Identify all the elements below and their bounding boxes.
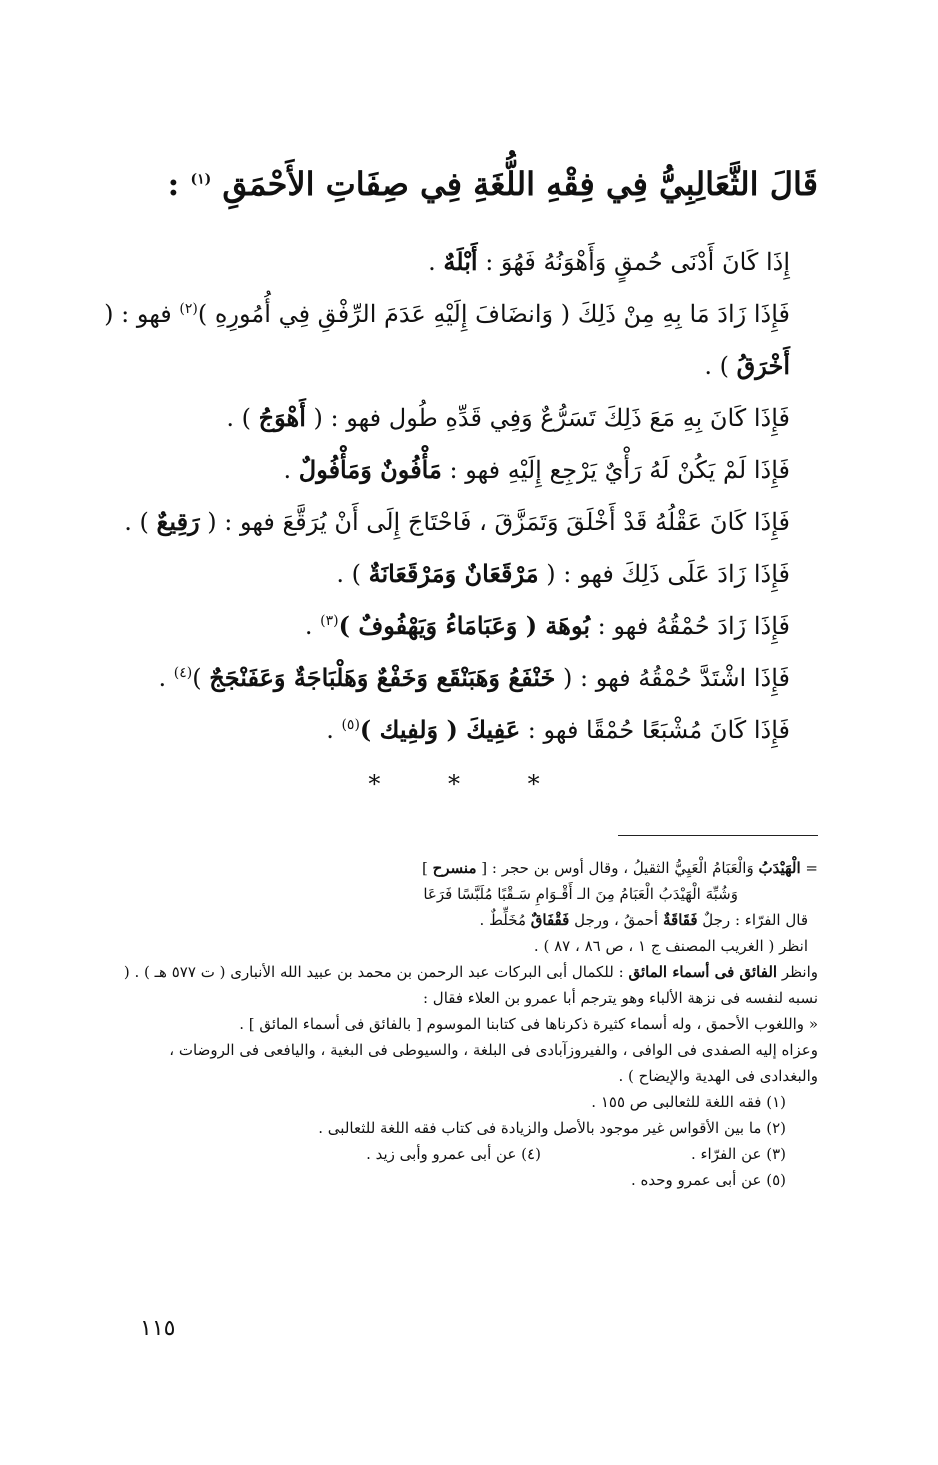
line-end: ) .: [336, 560, 369, 588]
line-text: فَإِذَا كَانَ عَقْلُهُ قَدْ أَخْلَقَ وَتَمَزَّقَ ، فَاحْتَاجَ إِلَى أَنْ يُرَقَّعَ فهو : (: [199, 508, 790, 536]
line-text: فَإِذَا لَمْ يَكُنْ لَهُ رَأْيٌ يَرْجِع إِلَيْهِ فهو :: [441, 456, 790, 484]
keyword: عَفِيكَ ( وَلفِيك ): [359, 715, 521, 744]
line-text: فَإِذَا زَادَ مَا بِهِ مِنْ ذَلِكَ ( وَانضَافَ إِلَيْهِ عَدَمَ الرِّفْقِ فِي أُمُورِهِ ): [197, 300, 790, 328]
line-end: .: [158, 664, 174, 692]
keyword: بُوهَة ( وَعَبَامَاءُ وَيَهْفُوفٌ ): [338, 611, 591, 640]
text-line-1: [100, 236, 820, 288]
footnotes-3-4: [118, 1141, 818, 1167]
text-line-8: [100, 652, 820, 704]
footnote-ref: (٣): [320, 613, 339, 629]
note-text: =: [800, 859, 818, 877]
line-end: .: [326, 716, 342, 744]
footnote-ref: (٤): [173, 665, 193, 681]
footnotes: [118, 855, 818, 1193]
note-reference: انظر ( الغريب المصنف ج ١ ، ص ٨٦ ، ٨٧ ) .: [533, 937, 808, 955]
line-end: ) .: [704, 352, 737, 380]
note-quote: « واللغوب الأحمق ، وله أسماء كثيرة ذكرناها فى كتابنا الموسوم [ بالفائق فى أسماء المائق ] .: [239, 1015, 818, 1033]
text-line-3: [100, 392, 820, 444]
line-text: إِذَا كَانَ أَدْنَى حُمقٍ وَأَهْوَنُهُ فَهُوَ :: [477, 248, 790, 276]
keyword: أَهْوَجُ: [258, 403, 306, 432]
note-keyword: الْهَيْدَبُ: [758, 859, 801, 877]
keyword: رَقِيعٌ: [156, 507, 200, 536]
section-separator: * * *: [368, 770, 570, 798]
footnote-1: (١) فقه اللغة للثعالبى ص ١٥٥ .: [591, 1093, 786, 1111]
heading-text: قَالَ الثَّعَالِبِيُّ فِي فِقْهِ اللُّغَةِ فِي صِفَاتِ الأَحْمَقِ: [222, 165, 818, 203]
note-text: : للكمال أبى البركات عبد الرحمن بن محمد بن عبيد الله الأنبارى ( ت ٥٧٧ هـ ) . ( نسبه لنفسه فى نزهة الألباء وهو يترجم أبا عمرو بن العلاء فقال :: [123, 963, 818, 1007]
line-end: .: [428, 248, 444, 276]
note-text: ]: [421, 859, 433, 877]
keyword: خَنْفَعُ وَهَبَنْقَع وَخَفْعٌ وَهَلْبَاجَةٌ وَعَفَنْجَجٌ: [209, 663, 556, 692]
note-verse: وَشُبِّهَ الْهَيْدَبُ الْعَبَامُ مِنَ الـ أَقْـوَامِ سَـقْبًا مُلَبَّسًا فَرَعَا: [423, 885, 738, 903]
keyword: أَخْرَقُ: [736, 351, 790, 380]
line-text: فَإِذَا كَانَ بِهِ مَعَ ذَلِكَ تَسَرُّعٌ وَفِي قَدِّهِ طُول فهو : (: [305, 404, 790, 432]
line-end: ) .: [226, 404, 259, 432]
line-end: .: [304, 612, 321, 640]
line-text: ): [192, 664, 210, 692]
note-continuation: [118, 855, 818, 881]
note-keyword: فَقْفَاقٌ: [530, 911, 570, 929]
line-text: فهو : (: [104, 300, 180, 328]
footnote-3: (٣) عن الفرّاء .: [690, 1145, 786, 1163]
heading-colon: :: [167, 165, 180, 203]
note-attribution: وعزاه إليه الصفدى فى الوافى ، والفيروزآبادى فى البلغة ، والسيوطى فى البغية ، واليافعى فى الروضات ، والبغدادى فى الهدية والإيضاح ) .: [169, 1041, 818, 1085]
text-line-5: [100, 496, 820, 548]
footnote-ref: (٥): [341, 717, 360, 733]
line-text: فَإِذَا زَادَ حُمْقُهُ فهو :: [590, 612, 790, 640]
text-line-4: [100, 444, 820, 496]
line-text: فَإِذَا زَادَ عَلَى ذَلِكَ فهو : (: [538, 560, 790, 588]
note-keyword: فَقَاقَةٌ: [662, 911, 698, 929]
main-text: [100, 236, 820, 756]
note-text: قال الفرّاء : رجلٌ: [697, 911, 808, 929]
footnote-4: (٤) عن أبى عمرو وأبى زيد .: [366, 1145, 541, 1163]
note-book-title: الفائق فى أسماء المائق: [628, 963, 778, 981]
text-line-2: [100, 288, 820, 392]
footnote-5: (٥) عن أبى عمرو وحده .: [631, 1171, 786, 1189]
footnote-2: (٢) ما بين الأقواس غير موجود بالأصل والزيادة فى كتاب فقه اللغة للثعالبى .: [318, 1119, 786, 1137]
text-line-7: [100, 600, 820, 652]
heading-footnote-ref: (١): [190, 171, 212, 188]
line-text: فَإِذَا اشْتَدَّ حُمْقُهُ فهو : (: [555, 664, 790, 692]
note-text: مُخَلِّطٌ .: [479, 911, 531, 929]
text-line-9: [100, 704, 820, 756]
section-heading: [98, 160, 818, 208]
note-faiq: [118, 959, 818, 1011]
line-end: ) .: [124, 508, 157, 536]
line-end: .: [283, 456, 299, 484]
footnote-ref: (٢): [179, 301, 198, 317]
keyword: أَبْلَهٌ: [443, 247, 478, 276]
note-text: أحمقُ ، ورجل: [569, 911, 663, 929]
note-text: وانظر: [777, 963, 818, 981]
note-text: وَالْعَبَامُ الْعَيِيُّ الثقيلُ ، وقال أوس بن حجر : [: [476, 859, 759, 877]
text-line-6: [100, 548, 820, 600]
note-meter: منسرح: [432, 859, 477, 877]
line-text: فَإِذَا كَانَ مُشْبَعًا حُمْقًا فهو :: [520, 716, 790, 744]
page-number: ١١٥: [140, 1316, 176, 1341]
keyword: مَأْفُونٌ وَمَأْفُولٌ: [298, 455, 442, 484]
footnote-rule: [618, 835, 818, 836]
keyword: مَرْقَعَانٌ وَمَرْقَعَانَةٌ: [368, 559, 539, 588]
note-farra: [118, 907, 818, 933]
